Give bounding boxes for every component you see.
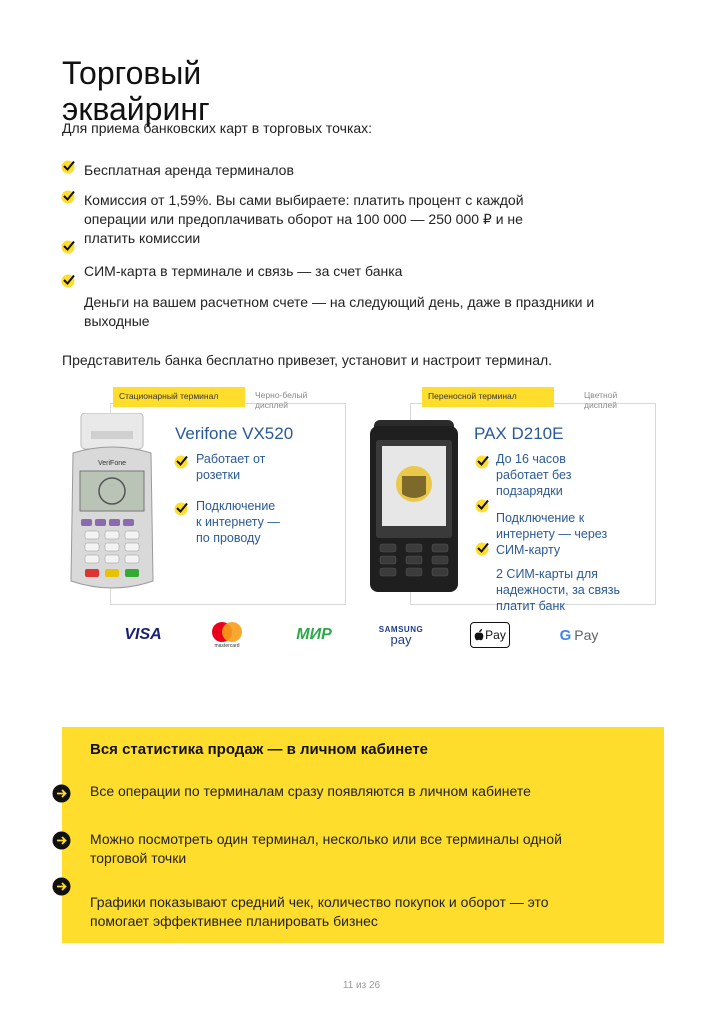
apple-pay-logo: Pay: [470, 622, 510, 648]
display-type-label: Черно-белый дисплей: [255, 390, 308, 410]
terminal-feature: Подключение к интернету — по проводу: [196, 499, 280, 545]
terminal-feature: До 16 часов работает без подзарядки: [496, 452, 572, 498]
check-icon: [474, 497, 490, 513]
stats-title: Вся статистика продаж — в личном кабинете: [90, 741, 429, 758]
benefit-item: Комиссия от 1,59%. Вы сами выбираете: платить процент с каждой операции или предоплачивать оборот на 100 000 — 250 000 ₽ и не платить комиссии: [84, 192, 524, 246]
terminal-feature: Работает от розетки: [196, 452, 266, 482]
check-icon: [173, 500, 189, 516]
device-brand-label: VeriFone: [97, 460, 127, 467]
arrow-right-icon: [52, 877, 71, 896]
display-type-label: Цветной дисплей: [584, 390, 618, 410]
stats-item: Графики показывают средний чек, количество покупок и оборот — это помогает эффективнее планировать бизнес: [90, 894, 549, 929]
google-pay-logo: G Pay: [559, 626, 599, 644]
mastercard-logo: mastercard: [206, 620, 248, 650]
page-title: Торговый эквайринг: [62, 55, 210, 127]
terminal-feature: Подключение к интернету — через СИМ-карту: [496, 511, 608, 557]
verifone-terminal-image: [67, 413, 157, 593]
intro-text: Представитель банка бесплатно привезет, установит и настроит терминал.: [62, 352, 553, 368]
check-icon: [474, 453, 490, 469]
check-icon: [60, 188, 76, 204]
arrow-right-icon: [52, 831, 71, 850]
terminal-model-name: PAX D210E: [474, 424, 564, 443]
google-g-icon: G: [559, 626, 572, 644]
check-icon: [474, 540, 490, 556]
terminal-type-tag: Переносной терминал: [422, 387, 554, 407]
pax-terminal-image: [368, 418, 460, 594]
terminal-type-tag: Стационарный терминал: [113, 387, 245, 407]
arrow-right-icon: [52, 784, 71, 803]
mir-logo: МИР: [296, 626, 332, 643]
terminal-feature: 2 СИМ-карты для надежности, за связь платит банк: [496, 567, 620, 613]
samsung-pay-logo: SAMSUNG pay: [378, 625, 424, 647]
check-icon: [60, 238, 76, 254]
visa-logo: VISA: [124, 626, 162, 643]
stats-item: Можно посмотреть один терминал, несколько или все терминалы одной торговой точки: [90, 831, 562, 866]
benefit-item: Деньги на вашем расчетном счете — на следующий день, даже в праздники и выходные: [84, 294, 595, 329]
check-icon: [173, 453, 189, 469]
stats-item: Все операции по терминалам сразу появляются в личном кабинете: [90, 783, 531, 799]
benefit-item: Бесплатная аренда терминалов: [84, 162, 294, 178]
mastercard-circles-icon: [209, 621, 245, 643]
page-number: 11 из 26: [342, 980, 381, 991]
check-icon: [60, 272, 76, 288]
terminal-model-name: Verifone VX520: [175, 424, 294, 443]
apple-icon: [474, 629, 484, 641]
page-subtitle: Для приема банковских карт в торговых точках:: [62, 120, 373, 136]
check-icon: [60, 158, 76, 174]
benefit-item: СИМ-карта в терминале и связь — за счет банка: [84, 263, 403, 279]
